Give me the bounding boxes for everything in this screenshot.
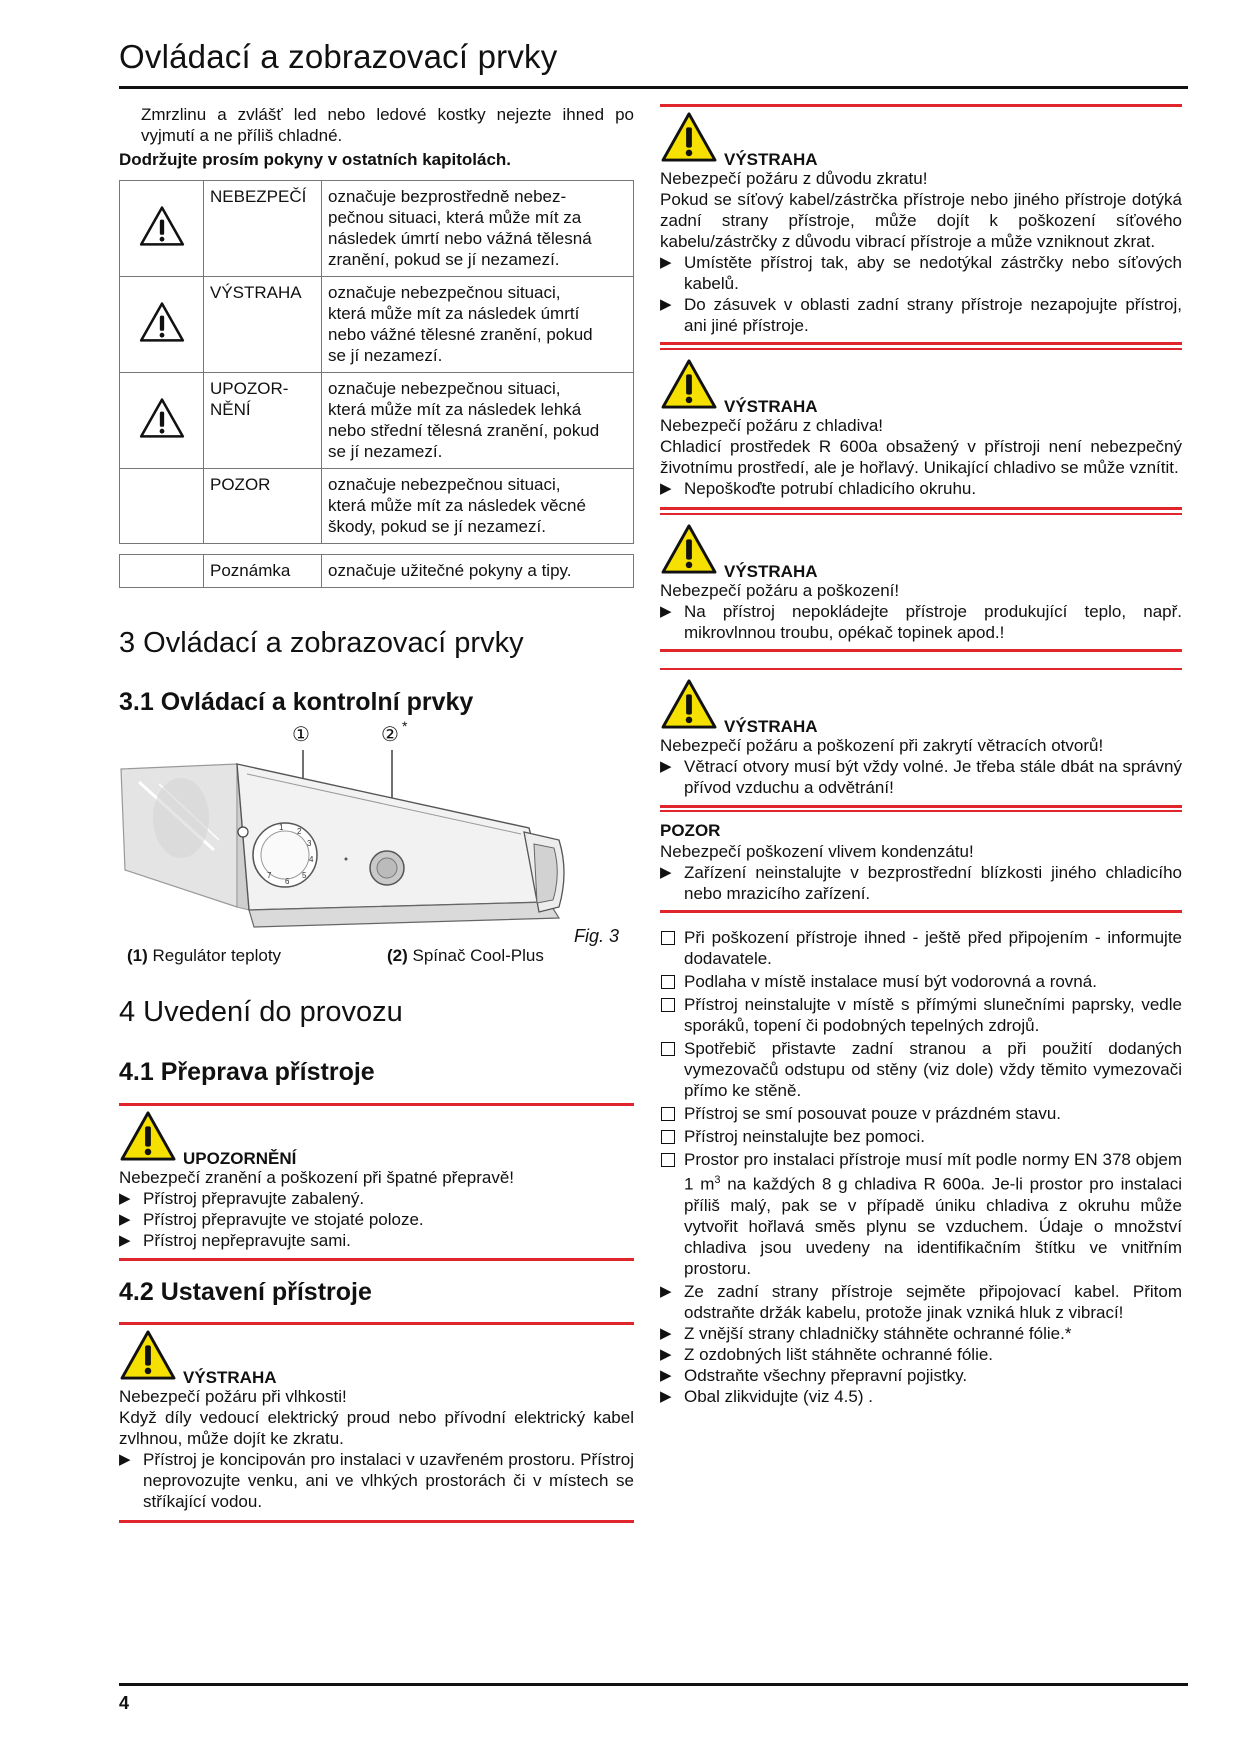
list-item: ▶ Nepoškoďte potrubí chladicího okruhu. (660, 478, 1182, 499)
callout-1: ① (292, 724, 310, 746)
left-column (119, 104, 634, 588)
warning-text: Nebezpečí požáru při vlhkosti! (119, 1387, 347, 1406)
intro-text: Zmrzlinu a zvlášť led nebo ledové kostky nejezte ihned po vyjmutí a ne příliš chladné. (141, 105, 634, 145)
warning-title: UPOZORNĚNÍ (183, 1149, 297, 1168)
list-item: Podlaha v místě instalace musí být vodorovná a rovná. (660, 971, 1182, 992)
signal-word: NEBEZPEČÍ (204, 181, 322, 277)
red-rule (660, 507, 1182, 510)
empty-icon-cell (120, 555, 204, 588)
red-rule (660, 342, 1182, 345)
checklist (660, 927, 1182, 1279)
right-column (660, 104, 1182, 1407)
table-row (120, 469, 634, 544)
list-item: ▶ Ze zadní strany přístroje sejměte připojovací kabel. Přitom odstraňte držák kabelu, protože jinak vzniká hluk z vibrací! (660, 1281, 1182, 1323)
list-item: Přístroj se smí posouvat pouze v prázdném stavu. (660, 1103, 1182, 1124)
warning-icon (660, 678, 718, 735)
signal-word: UPOZOR- NĚNÍ (204, 373, 322, 469)
warning-icon (119, 1329, 177, 1386)
signal-word: VÝSTRAHA (204, 277, 322, 373)
list-item: ▶ Do zásuvek v oblasti zadní strany přístroje nezapojujte přístroj, ani jiné přístroje. (660, 294, 1182, 336)
list-item: ▶ Zařízení neinstalujte v bezprostřední blízkosti jiného chladicího nebo mrazicího zařízení. (660, 862, 1182, 904)
warning-text: Nebezpečí požáru a poškození při zakrytí větracích otvorů! (660, 736, 1104, 755)
notice-text: Nebezpečí poškození vlivem kondenzátu! (660, 842, 974, 861)
signal-word-table (119, 180, 634, 544)
warning-icon (660, 358, 718, 415)
note-word: Poznámka (204, 555, 322, 588)
empty-icon-cell (120, 469, 204, 544)
note-desc: označuje užitečné pokyny a tipy. (322, 555, 634, 588)
list-item: ▶ Z vnější strany chladničky stáhněte ochranné fólie.* (660, 1323, 1182, 1344)
warning-text: Nebezpečí požáru z chladiva! (660, 416, 884, 435)
notice-title: POZOR (660, 821, 721, 840)
red-rule (119, 1103, 634, 1106)
red-rule (660, 805, 1182, 808)
svg-text:2: 2 (297, 827, 302, 836)
warning-text: Nebezpečí požáru a poškození! (660, 581, 900, 600)
list-item: ▶ Obal zlikvidujte (viz 4.5) . (660, 1386, 1182, 1407)
svg-text:6: 6 (285, 877, 290, 886)
list-item: ▶ Odstraňte všechny přepravní pojistky. (660, 1365, 1182, 1386)
page-number: 4 (119, 1693, 130, 1713)
warning-title: VÝSTRAHA (724, 562, 818, 581)
intro-bold: Dodržujte prosím pokyny v ostatních kapitolách. (119, 150, 512, 169)
list-item: ▶ Přístroj přepravujte zabalený. (119, 1188, 634, 1209)
warning-title: VÝSTRAHA (183, 1368, 277, 1387)
table-row (120, 181, 634, 277)
list-item: Prostor pro instalaci přístroje musí mít podle normy EN 378 objem 1 $m^3$ na každých 8 g chladiva R 600a. Je-li prostor pro instalaci příliš malý, pak se v případě úniku chladiva z okruhu může vytvořit hořlavá směs plynu se vzduchem. Údaje o množství chladiva jsou uvedeny na identifikačním štítku ve vnitřním prostoru. (660, 1149, 1182, 1279)
red-rule (660, 910, 1182, 913)
warning-icon (119, 1110, 177, 1167)
signal-desc: označuje bezprostředně nebez- pečnou situaci, která může mít za následek úmrtí nebo vážná tělesná zranění, pokud se jí nezamezí. (322, 181, 634, 277)
section-4-1-title: 4.1 Přeprava přístroje (119, 1058, 375, 1086)
red-rule (660, 649, 1182, 652)
note-table (119, 554, 634, 588)
svg-text:5: 5 (302, 871, 307, 880)
svg-text:7: 7 (267, 871, 272, 880)
warning-transport (119, 1103, 634, 1261)
list-item: Přístroj neinstalujte bez pomoci. (660, 1126, 1182, 1147)
list-item: ▶ Umístěte přístroj tak, aby se nedotýkal zástrčky nebo síťových kabelů. (660, 252, 1182, 294)
caution-icon (120, 373, 204, 469)
svg-text:1: 1 (279, 823, 284, 832)
final-list (660, 1281, 1182, 1407)
red-rule (119, 1322, 634, 1325)
warning-title: VÝSTRAHA (724, 150, 818, 169)
signal-desc: označuje nebezpečnou situaci, která může mít za následek lehká nebo střední tělesná zranění, pokud se jí nezamezí. (322, 373, 634, 469)
table-row (120, 555, 634, 588)
caption-2: (2) Spínač Cool-Plus (387, 946, 544, 965)
callout-2: ② (381, 724, 399, 746)
list-item: ▶ Na přístroj nepokládejte přístroje produkující teplo, např. mikrovlnnou troubu, opékač topinek apod.! (660, 601, 1182, 643)
section-3-title: 3 Ovládací a zobrazovací prvky (119, 627, 524, 659)
table-row (120, 277, 634, 373)
warning-humidity (119, 1322, 634, 1523)
warning-text: Když díly vedoucí elektrický proud nebo přívodní elektrický kabel zvlhnou, může dojít ke zkratu. (119, 1408, 634, 1448)
svg-text:3: 3 (307, 839, 312, 848)
warning-icon (120, 277, 204, 373)
signal-desc: označuje nebezpečnou situaci, která může mít za následek úmrtí nebo vážné tělesné zranění, pokud se jí nezamezí. (322, 277, 634, 373)
table-row (120, 373, 634, 469)
warning-title: VÝSTRAHA (724, 397, 818, 416)
svg-text:4: 4 (309, 855, 314, 864)
red-rule (660, 348, 1182, 350)
warning-text: Nebezpečí požáru z důvodu zkratu! (660, 169, 928, 188)
warning-text: Nebezpečí zranění a poškození při špatné přepravě! (119, 1168, 515, 1187)
control-panel-figure (119, 718, 634, 946)
list-item: ▶ Z ozdobných lišt stáhněte ochranné fólie. (660, 1344, 1182, 1365)
red-rule (660, 810, 1182, 812)
red-rule (660, 104, 1182, 107)
section-4-title: 4 Uvedení do provozu (119, 996, 403, 1028)
signal-word: POZOR (204, 469, 322, 544)
control-panel-illustration (119, 722, 634, 942)
red-rule (660, 513, 1182, 515)
red-rule (119, 1520, 634, 1523)
page-title: Ovládací a zobrazovací prvky (119, 38, 558, 75)
warning-icon (660, 523, 718, 580)
warning-text: Chladicí prostředek R 600a obsažený v přístroji není nebezpečný životnímu prostředí, ale je hořlavý. Unikající chladivo se může vznítit. (660, 437, 1182, 477)
caption-1: (1) Regulátor teploty (127, 946, 282, 965)
figure-label: Fig. 3 (574, 926, 620, 946)
warning-text: Pokud se síťový kabel/zástrčka přístroje nebo jiného přístroje dotýká zadní strany přístroje, může dojít k poškození síťového kabelu/zástrčky z důvodu vibrací přístroje a může vzniknout zkrat. (660, 190, 1182, 251)
footer-rule (119, 1683, 1188, 1686)
section-3-1-title: 3.1 Ovládací a kontrolní prvky (119, 688, 474, 716)
header-rule (119, 86, 1188, 89)
list-item: ▶ Větrací otvory musí být vždy volné. Je třeba stále dbát na správný přívod vzduchu a odvětrání! (660, 756, 1182, 798)
callout-2-star: * (402, 718, 408, 734)
red-rule (119, 1258, 634, 1261)
section-4-2-title: 4.2 Ustavení přístroje (119, 1278, 372, 1306)
danger-icon (120, 181, 204, 277)
list-item: ▶ Přístroj je koncipován pro instalaci v uzavřeném prostoru. Přístroj neprovozujte venku, ani ve vlhkých prostorách či v místech se stříkající vodou. (119, 1449, 634, 1512)
warning-title: VÝSTRAHA (724, 717, 818, 736)
list-item: Při poškození přístroje ihned - ještě před připojením - informujte dodavatele. (660, 927, 1182, 969)
signal-desc: označuje nebezpečnou situaci, která může mít za následek věcné škody, pokud se jí nezamezí. (322, 469, 634, 544)
list-item: Přístroj neinstalujte v místě s přímými slunečními paprsky, vedle sporáků, topení či podobných tepelných zdrojů. (660, 994, 1182, 1036)
list-item: Spotřebič přistavte zadní stranou a při použití dodaných vymezovačů odstupu od stěny (viz dole) vždy těmito vymezovači přímo ke stěně. (660, 1038, 1182, 1101)
list-item: ▶ Přístroj nepřepravujte sami. (119, 1230, 634, 1251)
warning-icon (660, 111, 718, 168)
list-item: ▶ Přístroj přepravujte ve stojaté poloze. (119, 1209, 634, 1230)
red-rule (660, 668, 1182, 670)
